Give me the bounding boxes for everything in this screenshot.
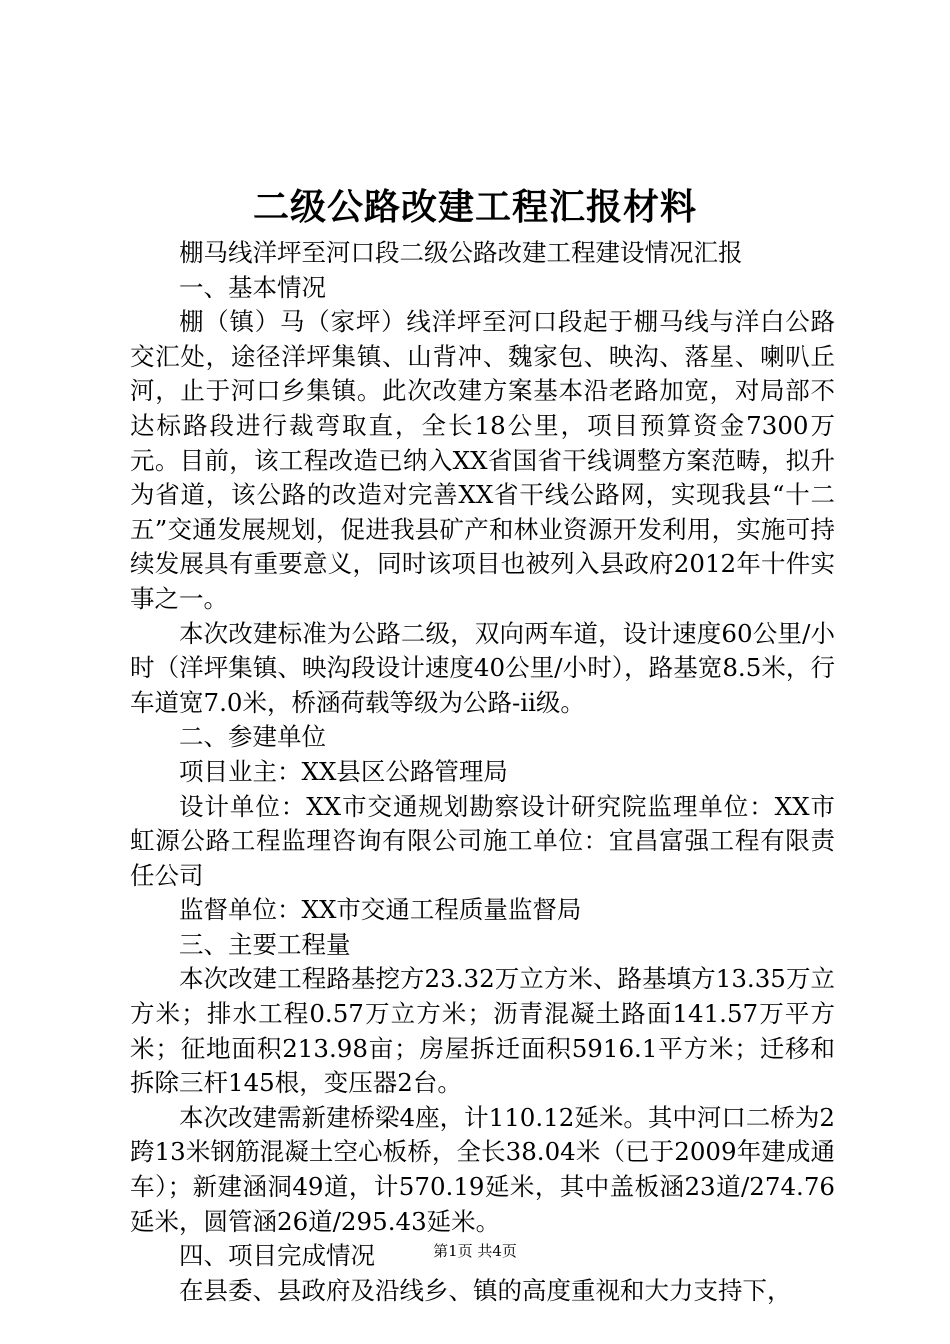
paragraph-route-overview: 棚（镇）马（家坪）线洋坪至河口段起于棚马线与洋白公路交汇处，途径洋坪集镇、山背冲、魏家包、映沟、落星、喇叭丘河，止于河口乡集镇。此次改建方案基本沿老路加宽，对局部不达标路段进行裁弯取直，全长18公里，项目预算资金7300万元。目前，该工程改造已纳入XX省国省干线调整方案范畴，拟升为省道，该公路的改造对完善XX省干线公路网，实现我县“十二五”交通发展规划，促进我县矿产和林业资源开发利用，实施可持续发展具有重要意义，同时该项目也被列入县政府2012年十件实事之一。 [130, 307, 835, 613]
document-title: 二级公路改建工程汇报材料 [252, 186, 697, 228]
paragraph-earthworks: 本次改建工程路基挖方23.32万立方米、路基填方13.35万立方米；排水工程0.57万立方米；沥青混凝土路面141.57万平方米；征地面积213.98亩；房屋拆迁面积5916.1平方米；迁移和拆除三杆145根，变压器2台。 [130, 964, 835, 1098]
section-heading-participants: 二、参建单位 [179, 722, 326, 752]
section-heading-quantities: 三、主要工程量 [179, 929, 351, 959]
page-footer: 第1页 共4页 [433, 1242, 517, 1260]
paragraph-owner: 项目业主：XX县区公路管理局 [179, 756, 508, 786]
paragraph-oversight: 监督单位：XX市交通工程质量监督局 [179, 895, 582, 925]
paragraph-progress-start: 在县委、县政府及沿线乡、镇的高度重视和大力支持下， [179, 1275, 792, 1305]
section-heading-progress: 四、项目完成情况 [179, 1241, 375, 1271]
paragraph-standards: 本次改建标准为公路二级，双向两车道，设计速度60公里/小时（洋坪集镇、映沟段设计速度40公里/小时），路基宽8.5米，行车道宽7.0米，桥涵荷载等级为公路-ii级。 [130, 618, 835, 717]
report-subtitle: 棚马线洋坪至河口段二级公路改建工程建设情况汇报 [179, 238, 743, 267]
document-body [130, 236, 835, 1308]
paragraph-bridges-culverts: 本次改建需新建桥梁4座，计110.12延米。其中河口二桥为2跨13米钢筋混凝土空心板桥，全长38.04米（已于2009年建成通车）；新建涵洞49道，计570.19延米，其中盖板涵23道/274.76延米，圆管涵26道/295.43延米。 [130, 1102, 835, 1236]
section-heading-basic: 一、基本情况 [179, 272, 326, 302]
paragraph-design-supervision-construction: 设计单位：XX市交通规划勘察设计研究院监理单位：XX市虹源公路工程监理咨询有限公司施工单位：宜昌富强工程有限责任公司 [130, 791, 835, 890]
